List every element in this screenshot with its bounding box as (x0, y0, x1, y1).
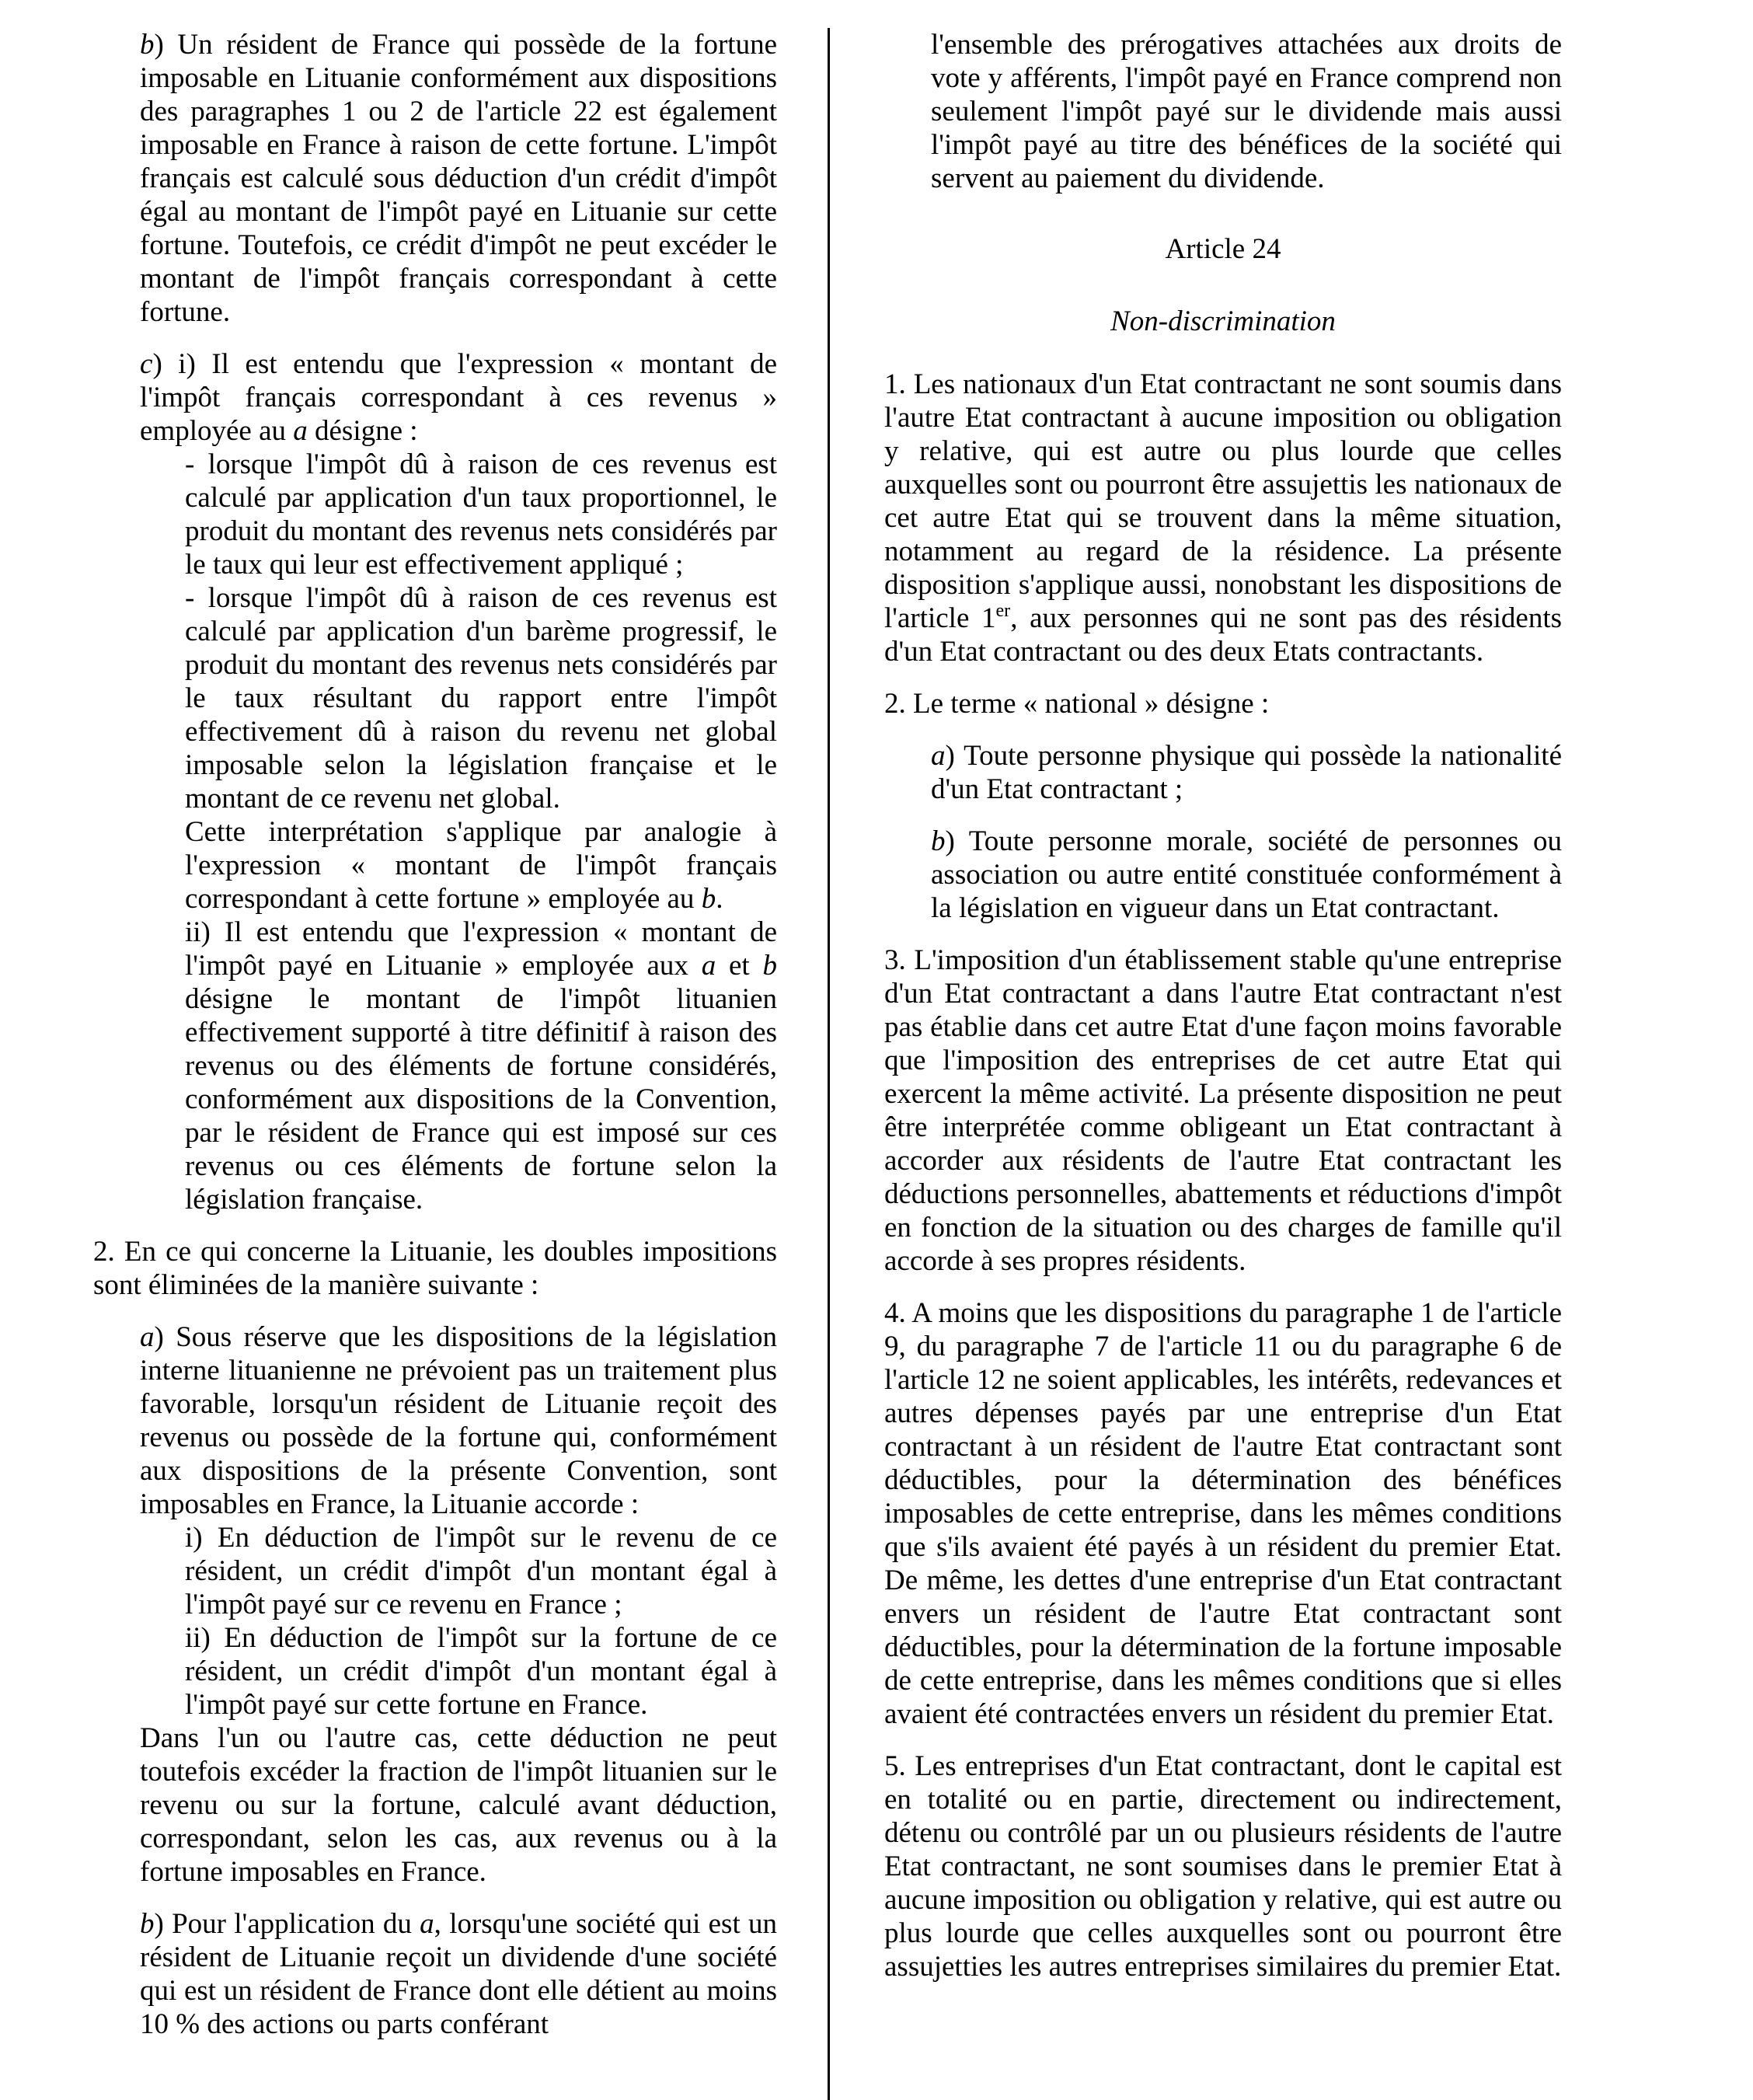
italic-letter: b (701, 883, 716, 915)
text-run: l'ensemble des prérogatives attachées aux droits de vote y afférents, l'impôt payé en France comprend non seulement l'impôt payé sur le dividende mais aussi l'impôt payé au titre des bénéfices de la société qui servent au paiement du dividende. (931, 29, 1562, 194)
paragraph-r7 (884, 1749, 1562, 1983)
text-run: ii) Il est entendu que l'expression « montant de l'impôt payé en Lituanie » employée aux (185, 916, 777, 982)
right-column (884, 28, 1562, 1983)
text-run: ) i) Il est entendu que l'expression « montant de l'impôt français correspondant à ces revenus » employée au (140, 348, 777, 447)
text-run: i) En déduction de l'impôt sur le revenu de ce résident, un crédit d'impôt d'un montant égal à l'impôt payé sur ce revenu en France ; (185, 1522, 777, 1620)
article-subheading: Non-discrimination (1110, 305, 1336, 337)
text-run: désigne le montant de l'impôt lituanien effectivement supporté à titre définitif à raison des revenus ou des éléments de fortune considérés, conformément aux dispositions de la Convention, par le résident de France qui est imposé sur ces revenus ou ces éléments de fortune selon la législation française. (185, 983, 777, 1216)
paragraph-l4 (185, 581, 777, 815)
text-run: Dans l'un ou l'autre cas, cette déduction ne peut toutefois excéder la fraction de l'impôt lituanien sur le revenu ou sur la fortune, calculé avant déduction, correspondant, selon les cas, aux revenus ou à la fortune imposables en France. (140, 1722, 777, 1888)
text-run: et (716, 950, 763, 982)
text-run: 3. L'imposition d'un établissement stable qu'une entreprise d'un Etat contractant a dans l'autre Etat contractant n'est pas établie dans cet autre Etat d'une façon moins favorable que l'imposition des entreprises de cet autre Etat qui exercent la même activité. La présente disposition ne peut être interprétée comme obligeant un Etat contractant à accorder aux résidents de l'autre Etat contractant les déductions personnelles, abattements et réductions d'impôt en fonction de la situation ou des charges de famille qu'il accorde à ses propres résidents. (884, 944, 1562, 1277)
column-divider (828, 28, 830, 2100)
text-run: 1. Les nationaux d'un Etat contractant ne sont soumis dans l'autre Etat contractant à aucune imposition ou obligation y relative, qui est autre ou plus lourde que celles auxquelles sont ou pourront être assujettis les nationaux de cet autre Etat qui se trouvent dans la même situation, notamment au regard de la résidence. La présente disposition s'applique aussi, nonobstant les dispositions de l'article 1 (884, 368, 1562, 634)
text-run: 5. Les entreprises d'un Etat contractant, dont le capital est en totalité ou en partie, directement ou indirectement, détenu ou contrôlé par un ou plusieurs résidents de l'autre Etat contractant, ne sont soumises dans le premier Etat à aucune imposition ou obligation y relative, qui est autre ou plus lourde que celles auxquelles sont ou pourront être assujetties les autres entreprises similaires du premier Etat. (884, 1750, 1562, 1983)
paragraph-l10 (185, 1621, 777, 1722)
article-heading: Article 24 (1165, 233, 1281, 265)
paragraph-l3 (185, 448, 777, 581)
paragraph-l12 (140, 1907, 777, 2041)
text-run: 4. A moins que les dispositions du paragraphe 1 de l'article 9, du paragraphe 7 de l'article 11 ou du paragraphe 6 de l'article 12 ne soient applicables, les intérêts, redevances et autres dépenses payés par une entreprise d'un Etat contractant à un résident de l'autre Etat contractant sont déductibles, pour la détermination des bénéfices imposables de cette entreprise, dans les mêmes conditions que s'ils avaient été payés à un résident du premier Etat. De même, les dettes d'une entreprise d'un Etat contractant envers un résident de l'autre Etat contractant sont déductibles, pour la détermination de la fortune imposable de cette entreprise, dans les mêmes conditions que si elles avaient été contractées envers un résident du premier Etat. (884, 1297, 1562, 1730)
text-run: , aux personnes qui ne sont pas des résidents d'un Etat contractant ou des deux Etats contractants. (884, 602, 1563, 668)
italic-letter: a (293, 415, 308, 447)
paragraph-r4 (931, 825, 1562, 925)
text-run: . (716, 883, 723, 915)
article-paragraphs (884, 368, 1562, 1983)
text-run: désigne : (307, 415, 418, 447)
superscript: er (995, 601, 1011, 621)
text-run: ii) En déduction de l'impôt sur la fortune de ce résident, un crédit d'impôt d'un montant égal à l'impôt payé sur cette fortune en France. (185, 1622, 777, 1721)
text-run: ) Toute personne morale, société de personnes ou association ou autre entité constituée conformément à la législation en vigueur dans un Etat contractant. (931, 825, 1562, 924)
italic-letter: a (701, 950, 716, 982)
paragraph-r1 (884, 368, 1562, 668)
italic-letter: b (762, 950, 778, 982)
text-run: 2. En ce qui concerne la Lituanie, les doubles impositions sont éliminées de la manière suivante : (93, 1236, 777, 1301)
paragraph-r2 (884, 687, 1562, 720)
italic-letter: a (140, 1321, 155, 1353)
paragraph-r3 (931, 739, 1562, 806)
italic-letter: c (140, 348, 153, 380)
left-column (93, 28, 777, 2041)
italic-letter: a (931, 740, 946, 772)
italic-letter: b (931, 825, 946, 857)
text-run: ) Toute personne physique qui possède la nationalité d'un Etat contractant ; (931, 740, 1562, 805)
text-run: , lorsqu'une société qui est un résident de Lituanie reçoit un dividende d'une société qui est un résident de France dont elle détient au moins 10 % des actions ou parts conférant (140, 1908, 777, 2040)
text-run: - lorsque l'impôt dû à raison de ces revenus est calculé par application d'un taux proportionnel, le produit du montant des revenus nets considérés par le taux qui leur est effectivement appliqué ; (185, 448, 777, 581)
text-run: ) Sous réserve que les dispositions de la législation interne lituanienne ne prévoient pas un traitement plus favorable, lorsqu'un résident de Lituanie reçoit des revenus ou possède de la fortune qui, conformément aux dispositions de la présente Convention, sont imposables en France, la Lituanie accorde : (140, 1321, 777, 1520)
italic-letter: b (140, 29, 155, 61)
paragraph-l6 (185, 916, 777, 1216)
italic-letter: a (420, 1908, 434, 1940)
paragraph-l8 (140, 1320, 777, 1521)
text-run: - lorsque l'impôt dû à raison de ces revenus est calculé par application d'un barème progressif, le produit du montant des revenus nets considérés par le taux résultant du rapport entre l'impôt effectivement dû à raison du revenu net global imposable selon la législation française et le montant de ce revenu net global. (185, 582, 777, 815)
italic-letter: b (140, 1908, 155, 1940)
paragraph-l7 (93, 1235, 777, 1302)
text-run: ) Un résident de France qui possède de la fortune imposable en Lituanie conformément aux dispositions des paragraphes 1 ou 2 de l'article 22 est également imposable en France à raison de cette fortune. L'impôt français est calculé sous déduction d'un crédit d'impôt égal au montant de l'impôt payé en Lituanie sur cette fortune. Toutefois, ce crédit d'impôt ne peut excéder le montant de l'impôt français correspondant à cette fortune. (140, 29, 777, 328)
paragraph-l9 (185, 1521, 777, 1621)
text-run: 2. Le terme « national » désigne : (884, 688, 1270, 720)
paragraph-l11 (140, 1722, 777, 1889)
paragraph-l5 (185, 815, 777, 916)
text-run: ) Pour l'application du (154, 1908, 420, 1940)
continued-paragraph (931, 28, 1562, 195)
paragraph-r6 (884, 1296, 1562, 1731)
text-run: Cette interprétation s'applique par analogie à l'expression « montant de l'impôt français correspondant à cette fortune » employée au (185, 816, 777, 915)
paragraph-r5 (884, 944, 1562, 1278)
paragraph-l1 (140, 28, 777, 329)
paragraph-l2 (140, 347, 777, 448)
